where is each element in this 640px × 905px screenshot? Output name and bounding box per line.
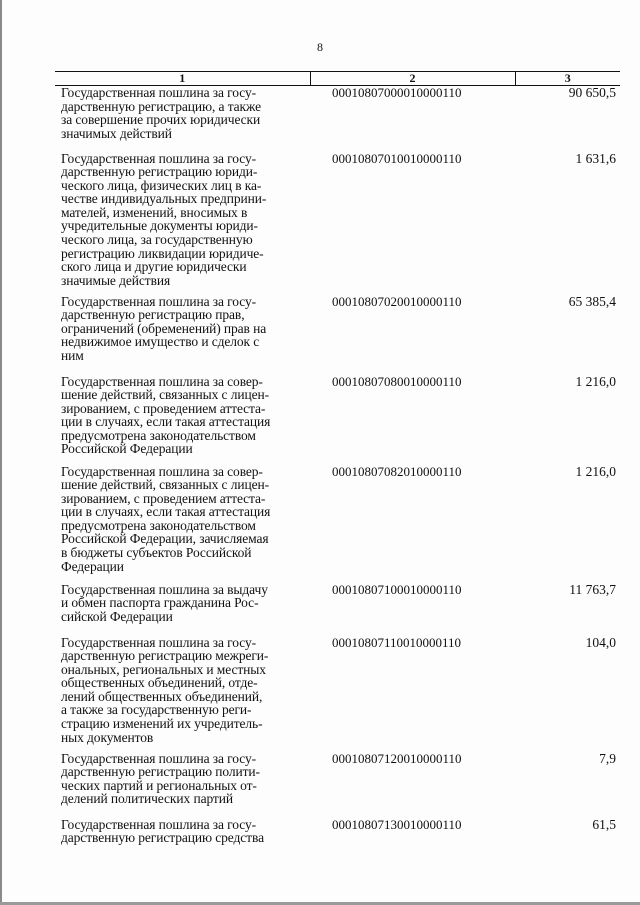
row-name: Государственная пошлина за госу- дарственную регистрацию межреги- ональных, региональных и местных общественных объединений, отде- лений общественных объединений, а также за государственную реги- страцию изменений их учредитель- ных документов: [61, 634, 269, 745]
row-amount: 104,0: [585, 634, 616, 650]
table-row: [55, 465, 620, 583]
row-code: 00010807082010000110: [332, 463, 462, 479]
row-amount: 1 631,6: [575, 150, 616, 166]
table-row: [55, 583, 620, 636]
row-amount: 7,9: [599, 750, 616, 766]
table-row: [55, 375, 620, 465]
row-code: 00010807130010000110: [332, 816, 462, 832]
budget-table: [55, 71, 620, 850]
row-code: 00010807010010000110: [332, 150, 462, 166]
row-name: Государственная пошлина за госу- дарственную регистрацию прав, ограничений (обременений) прав на недвижимое имущество и сделок с ним: [61, 293, 267, 363]
column-header-2: 2: [310, 72, 515, 86]
page-number: 8: [317, 40, 323, 54]
row-code: 00010807100010000110: [332, 581, 462, 597]
row-amount: 11 763,7: [569, 581, 616, 597]
row-name: Государственная пошлина за совер- шение действий, связанных с лицен- зированием, с проведением аттеста- ции в случаях, если такая аттестация предусмотрена законодательством Российской Федерации: [61, 373, 271, 457]
table-row: [55, 636, 620, 752]
row-amount: 65 385,4: [568, 293, 616, 309]
row-code: 00010807000010000110: [332, 85, 462, 100]
table-row: [55, 152, 620, 295]
row-name: Государственная пошлина за совер- шение действий, связанных с лицен- зированием, с проведением аттеста- ции в случаях, если такая аттестация предусмотрена законодательством Российской Федерации, зачисляемая в бюджеты субъектов Российской Федерации: [61, 463, 271, 574]
row-name: Государственная пошлина за госу- дарственную регистрацию, а также за совершение прочих юридически значимых действий: [61, 85, 261, 141]
table-row: [55, 295, 620, 375]
table-header-row: [55, 72, 620, 86]
row-name: Государственная пошлина за госу- дарственную регистрацию юриди- ческого лица, физических лиц в ка- честве индивидуальных предприни- мателей, изменений, вносимых в учредительные документы юриди- ческого лица, за государственную регистрацию ликвидации юридиче- ского лица и другие юридически значимые действия: [61, 150, 267, 288]
scan-left-edge: [0, 0, 2, 905]
table-row: [55, 752, 620, 818]
row-name: Государственная пошлина за госу- дарственную регистрацию средства: [61, 816, 264, 846]
row-amount: 90 650,5: [568, 85, 616, 100]
table-row: [55, 86, 620, 152]
row-code: 00010807080010000110: [332, 373, 462, 389]
row-code: 00010807110010000110: [332, 634, 462, 650]
column-header-3: 3: [515, 72, 620, 86]
row-code: 00010807020010000110: [332, 293, 462, 309]
table-row: [55, 818, 620, 850]
row-amount: 61,5: [592, 816, 616, 832]
row-amount: 1 216,0: [575, 463, 616, 479]
row-name: Государственная пошлина за госу- дарственную регистрацию полити- ческих партий и региональных от- делений политических партий: [61, 750, 260, 807]
row-amount: 1 216,0: [575, 373, 616, 389]
row-name: Государственная пошлина за выдачу и обмен паспорта гражданина Рос- сийской Федерации: [61, 581, 268, 624]
row-code: 00010807120010000110: [332, 750, 462, 766]
column-header-1: 1: [55, 72, 310, 86]
